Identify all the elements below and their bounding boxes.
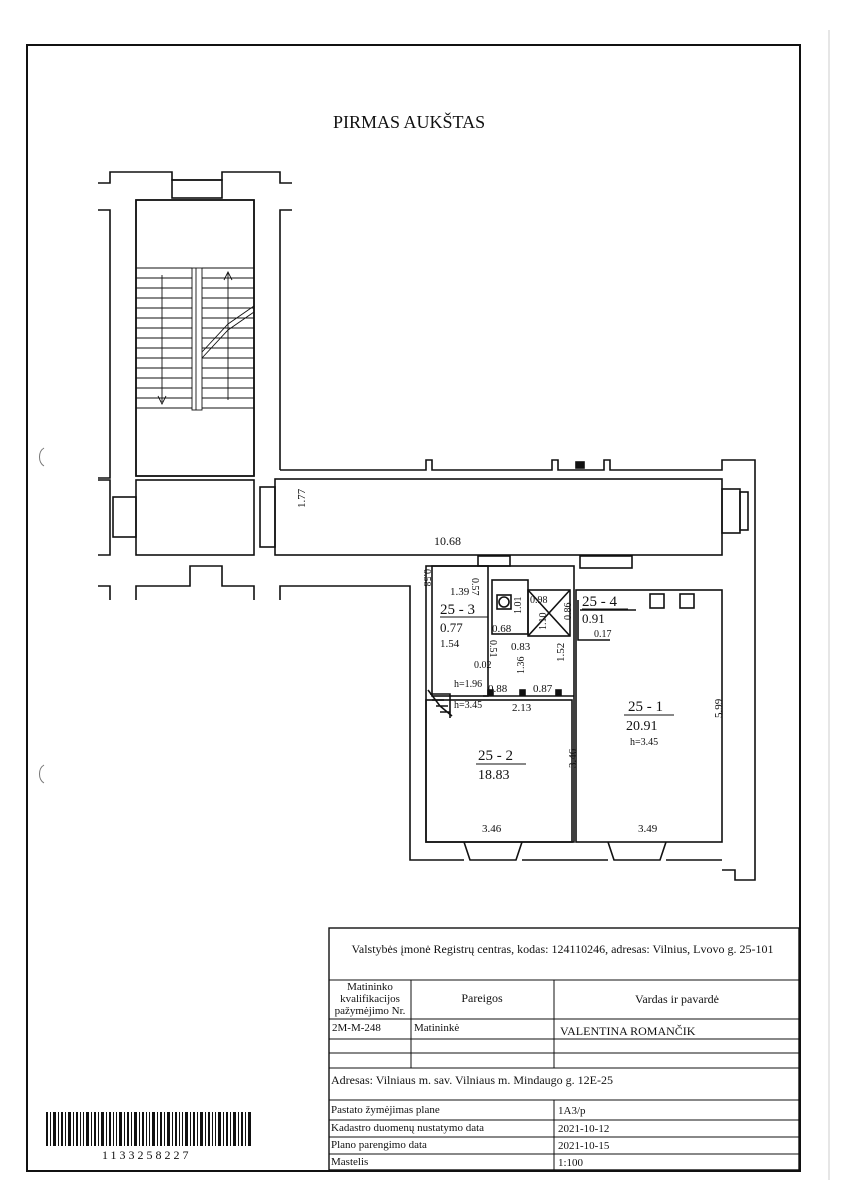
dim-098: 0.98 <box>530 595 548 606</box>
dim-017: 0.17 <box>594 629 612 640</box>
dim-346-horizontal: 3.46 <box>482 823 502 835</box>
room-25-1-id: 25 - 1 <box>628 699 663 715</box>
dim-corridor-height: 1.77 <box>296 488 308 508</box>
dim-110: 1.10 <box>538 612 549 630</box>
dim-086: 0.86 <box>563 602 574 620</box>
dim-152: 1.52 <box>555 642 567 662</box>
position-value: Matininkė <box>414 1022 460 1034</box>
dim-139: 1.39 <box>450 586 470 598</box>
info-header: Valstybės įmonė Registrų centras, kodas: 124110246, adresas: Vilnius, Lvovo g. 25-101 <box>351 942 774 956</box>
punch-hole-icon <box>39 448 44 466</box>
dim-h196: h=1.96 <box>454 679 483 690</box>
dim-h345-hall: h=3.45 <box>454 700 483 711</box>
room-25-1-area: 20.91 <box>626 719 658 734</box>
scale-value: 1:100 <box>558 1157 584 1169</box>
cadastre-date-value: 2021-10-12 <box>558 1123 610 1135</box>
corridor <box>275 479 722 555</box>
scale-label: Mastelis <box>331 1156 369 1168</box>
dim-087: 0.87 <box>533 683 553 695</box>
name-header: Vardas ir pavardė <box>635 992 719 1006</box>
cert-number-value: 2M-M-248 <box>332 1022 381 1034</box>
dim-101: 1.01 <box>513 596 524 614</box>
barcode-number: 1133258227 <box>102 1148 192 1162</box>
dim-213: 2.13 <box>512 702 532 714</box>
plan-date-label: Plano parengimo data <box>331 1139 427 1151</box>
building-mark-value: 1A3/p <box>558 1105 586 1117</box>
room-25-3-area: 0.77 <box>440 620 463 635</box>
dim-154: 1.54 <box>440 638 460 650</box>
dim-002: 0.02 <box>474 660 492 671</box>
position-header: Pareigos <box>461 991 503 1005</box>
building-mark-label: Pastato žymėjimas plane <box>331 1104 440 1116</box>
dim-346-vertical: 3.46 <box>567 748 579 768</box>
dim-599: 5.99 <box>713 698 725 718</box>
dim-088: 0.88 <box>488 683 508 695</box>
dim-068: 0.68 <box>492 623 512 635</box>
address-value: Adresas: Vilniaus m. sav. Vilniaus m. Mindaugo g. 12E-25 <box>331 1073 613 1087</box>
room-25-1-height: h=3.45 <box>630 737 659 748</box>
cadastre-date-label: Kadastro duomenų nustatymo data <box>331 1122 485 1134</box>
room-25-4-id: 25 - 4 <box>582 594 617 610</box>
dim-083: 0.83 <box>511 641 531 653</box>
room-25-3-id: 25 - 3 <box>440 602 475 618</box>
dim-corridor-length: 10.68 <box>434 534 461 548</box>
page-title: PIRMAS AUKŠTAS <box>333 112 486 132</box>
dim-349: 3.49 <box>638 823 658 835</box>
name-value: VALENTINA ROMANČIK <box>560 1024 696 1038</box>
cert-number-header: Matininko kvalifikacijos pažymėjimo Nr. <box>334 981 406 1017</box>
barcode-icon <box>46 1112 251 1146</box>
plan-date-value: 2021-10-15 <box>558 1140 610 1152</box>
dim-051: 0.51 <box>487 640 498 658</box>
room-25-2-area: 18.83 <box>478 768 510 783</box>
room-25-1 <box>576 590 722 842</box>
room-25-2-id: 25 - 2 <box>478 748 513 764</box>
room-25-4-area: 0.91 <box>582 611 605 626</box>
punch-hole-icon <box>39 765 44 783</box>
dim-058: 0.58 <box>421 569 432 587</box>
dim-136: 1.36 <box>516 656 527 674</box>
dim-057: 0.57 <box>469 578 480 596</box>
